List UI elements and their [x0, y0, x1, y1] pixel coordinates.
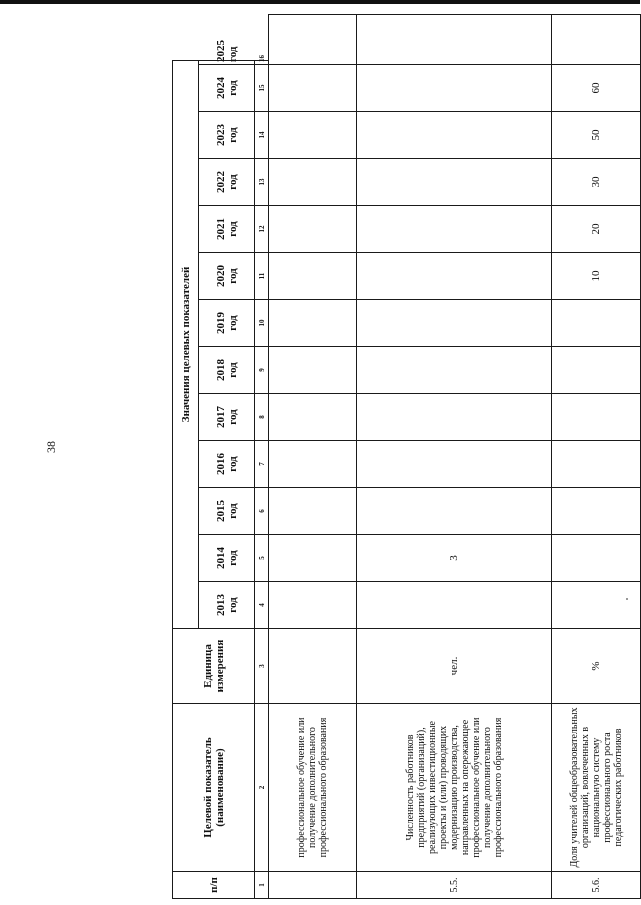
year-suffix: год	[226, 268, 239, 284]
column-number: 10	[255, 300, 269, 347]
indicator-name-cell: профессиональное обучение или получение дополнительного профессионального образования	[269, 704, 357, 872]
column-number: 7	[255, 441, 269, 488]
table-body	[269, 15, 641, 899]
year-label: 2024	[214, 77, 227, 99]
year-suffix: год	[226, 362, 239, 378]
year-label: 2022	[214, 171, 227, 193]
year-suffix: год	[226, 456, 239, 472]
unit-cell	[269, 629, 357, 704]
indicator-name-cell: Доля учителей общеобразовательных организаций, вовлеченных в национальную систему профессионального роста педагогических работников	[552, 704, 641, 872]
value-cell	[357, 300, 552, 347]
value-cell: 3	[357, 535, 552, 582]
value-cell	[269, 582, 357, 629]
value-cell	[552, 394, 641, 441]
year-label: 2017	[214, 406, 227, 428]
value-cell	[357, 159, 552, 206]
value-cell: 60	[552, 65, 641, 112]
year-header	[199, 206, 255, 253]
year-suffix: год	[226, 503, 239, 519]
year-suffix: год	[226, 174, 239, 190]
table-row	[269, 15, 357, 899]
value-cell	[357, 15, 552, 65]
year-header	[199, 582, 255, 629]
value-cell	[552, 582, 641, 629]
unit-cell: чел.	[357, 629, 552, 704]
column-number: 2	[255, 704, 269, 872]
value-cell	[269, 206, 357, 253]
value-cell	[552, 347, 641, 394]
column-number: 1	[255, 872, 269, 899]
year-header	[199, 535, 255, 582]
column-number: 14	[255, 112, 269, 159]
header-values-group: Значения целевых показателей	[173, 60, 199, 628]
year-header	[199, 394, 255, 441]
year-header	[199, 441, 255, 488]
year-suffix: год	[226, 127, 239, 143]
column-number: 13	[255, 159, 269, 206]
column-number: 3	[255, 629, 269, 704]
year-label: 2015	[214, 500, 227, 522]
value-cell: 30	[552, 159, 641, 206]
year-suffix: год	[226, 409, 239, 425]
value-cell	[552, 535, 641, 582]
column-number: 11	[255, 253, 269, 300]
year-header	[199, 488, 255, 535]
year-label: 2018	[214, 359, 227, 381]
value-cell	[269, 159, 357, 206]
value-cell: 50	[552, 112, 641, 159]
value-cell	[269, 15, 357, 65]
column-number: 15	[255, 65, 269, 112]
year-header: 2025 год	[199, 60, 255, 64]
value-cell	[269, 394, 357, 441]
year-header	[199, 347, 255, 394]
value-cell	[357, 441, 552, 488]
column-number: 9	[255, 347, 269, 394]
year-label: 2023	[214, 124, 227, 146]
value-cell	[357, 347, 552, 394]
value-cell	[552, 300, 641, 347]
year-suffix: год	[226, 597, 239, 613]
row-number-cell: 5.6.	[552, 872, 641, 899]
indicator-name-cell: Численность работников предприятий (организаций), реализующих инвестиционные проекты и (или) проводящих модернизацию производства, направленных на опережающее профессиональное обучение или получение дополнительного профессионального образования	[357, 704, 552, 872]
year-header	[199, 253, 255, 300]
year-label: 2014	[214, 547, 227, 569]
top-edge-bar	[0, 0, 640, 4]
value-cell	[357, 394, 552, 441]
value-cell	[269, 253, 357, 300]
row-number-cell	[269, 872, 357, 899]
value-cell	[269, 441, 357, 488]
header-num: п/п	[173, 872, 255, 899]
value-cell	[357, 488, 552, 535]
header-indicator: Целевой показатель (наименование)	[173, 704, 255, 872]
value-cell	[552, 441, 641, 488]
column-number: 4	[255, 582, 269, 629]
value-cell	[357, 206, 552, 253]
year-suffix: год	[226, 550, 239, 566]
value-cell	[357, 582, 552, 629]
year-label: 2019	[214, 312, 227, 334]
value-cell: 20	[552, 206, 641, 253]
value-cell	[269, 112, 357, 159]
year-header	[199, 159, 255, 206]
column-numbers-row	[255, 15, 269, 899]
value-cell	[269, 535, 357, 582]
value-cell	[269, 65, 357, 112]
value-cell	[552, 15, 641, 65]
column-number: 12	[255, 206, 269, 253]
column-number: 16	[255, 60, 269, 64]
year-header	[199, 112, 255, 159]
year-label: 2016	[214, 453, 227, 475]
value-cell	[269, 300, 357, 347]
year-suffix: год	[226, 315, 239, 331]
column-number: 8	[255, 394, 269, 441]
table-row	[357, 15, 552, 899]
year-suffix: год	[226, 221, 239, 237]
year-label: 2020	[214, 265, 227, 287]
header-unit: Единица измерения	[173, 629, 255, 704]
page-number: 38	[44, 441, 58, 453]
value-cell	[269, 347, 357, 394]
value-cell	[357, 65, 552, 112]
row-number-cell: 5.5.	[357, 872, 552, 899]
unit-cell: %	[552, 629, 641, 704]
value-cell	[269, 488, 357, 535]
rotated-table-container	[172, 14, 640, 899]
year-suffix: год	[226, 80, 239, 96]
column-number: 5	[255, 535, 269, 582]
year-label: 2021	[214, 218, 227, 240]
table-row	[552, 15, 641, 899]
value-cell	[552, 488, 641, 535]
year-label: 2013	[214, 594, 227, 616]
value-cell	[357, 253, 552, 300]
value-cell: 10	[552, 253, 641, 300]
year-header	[199, 300, 255, 347]
target-indicators-table	[172, 14, 641, 899]
value-cell	[357, 112, 552, 159]
column-number: 6	[255, 488, 269, 535]
year-header	[199, 65, 255, 112]
